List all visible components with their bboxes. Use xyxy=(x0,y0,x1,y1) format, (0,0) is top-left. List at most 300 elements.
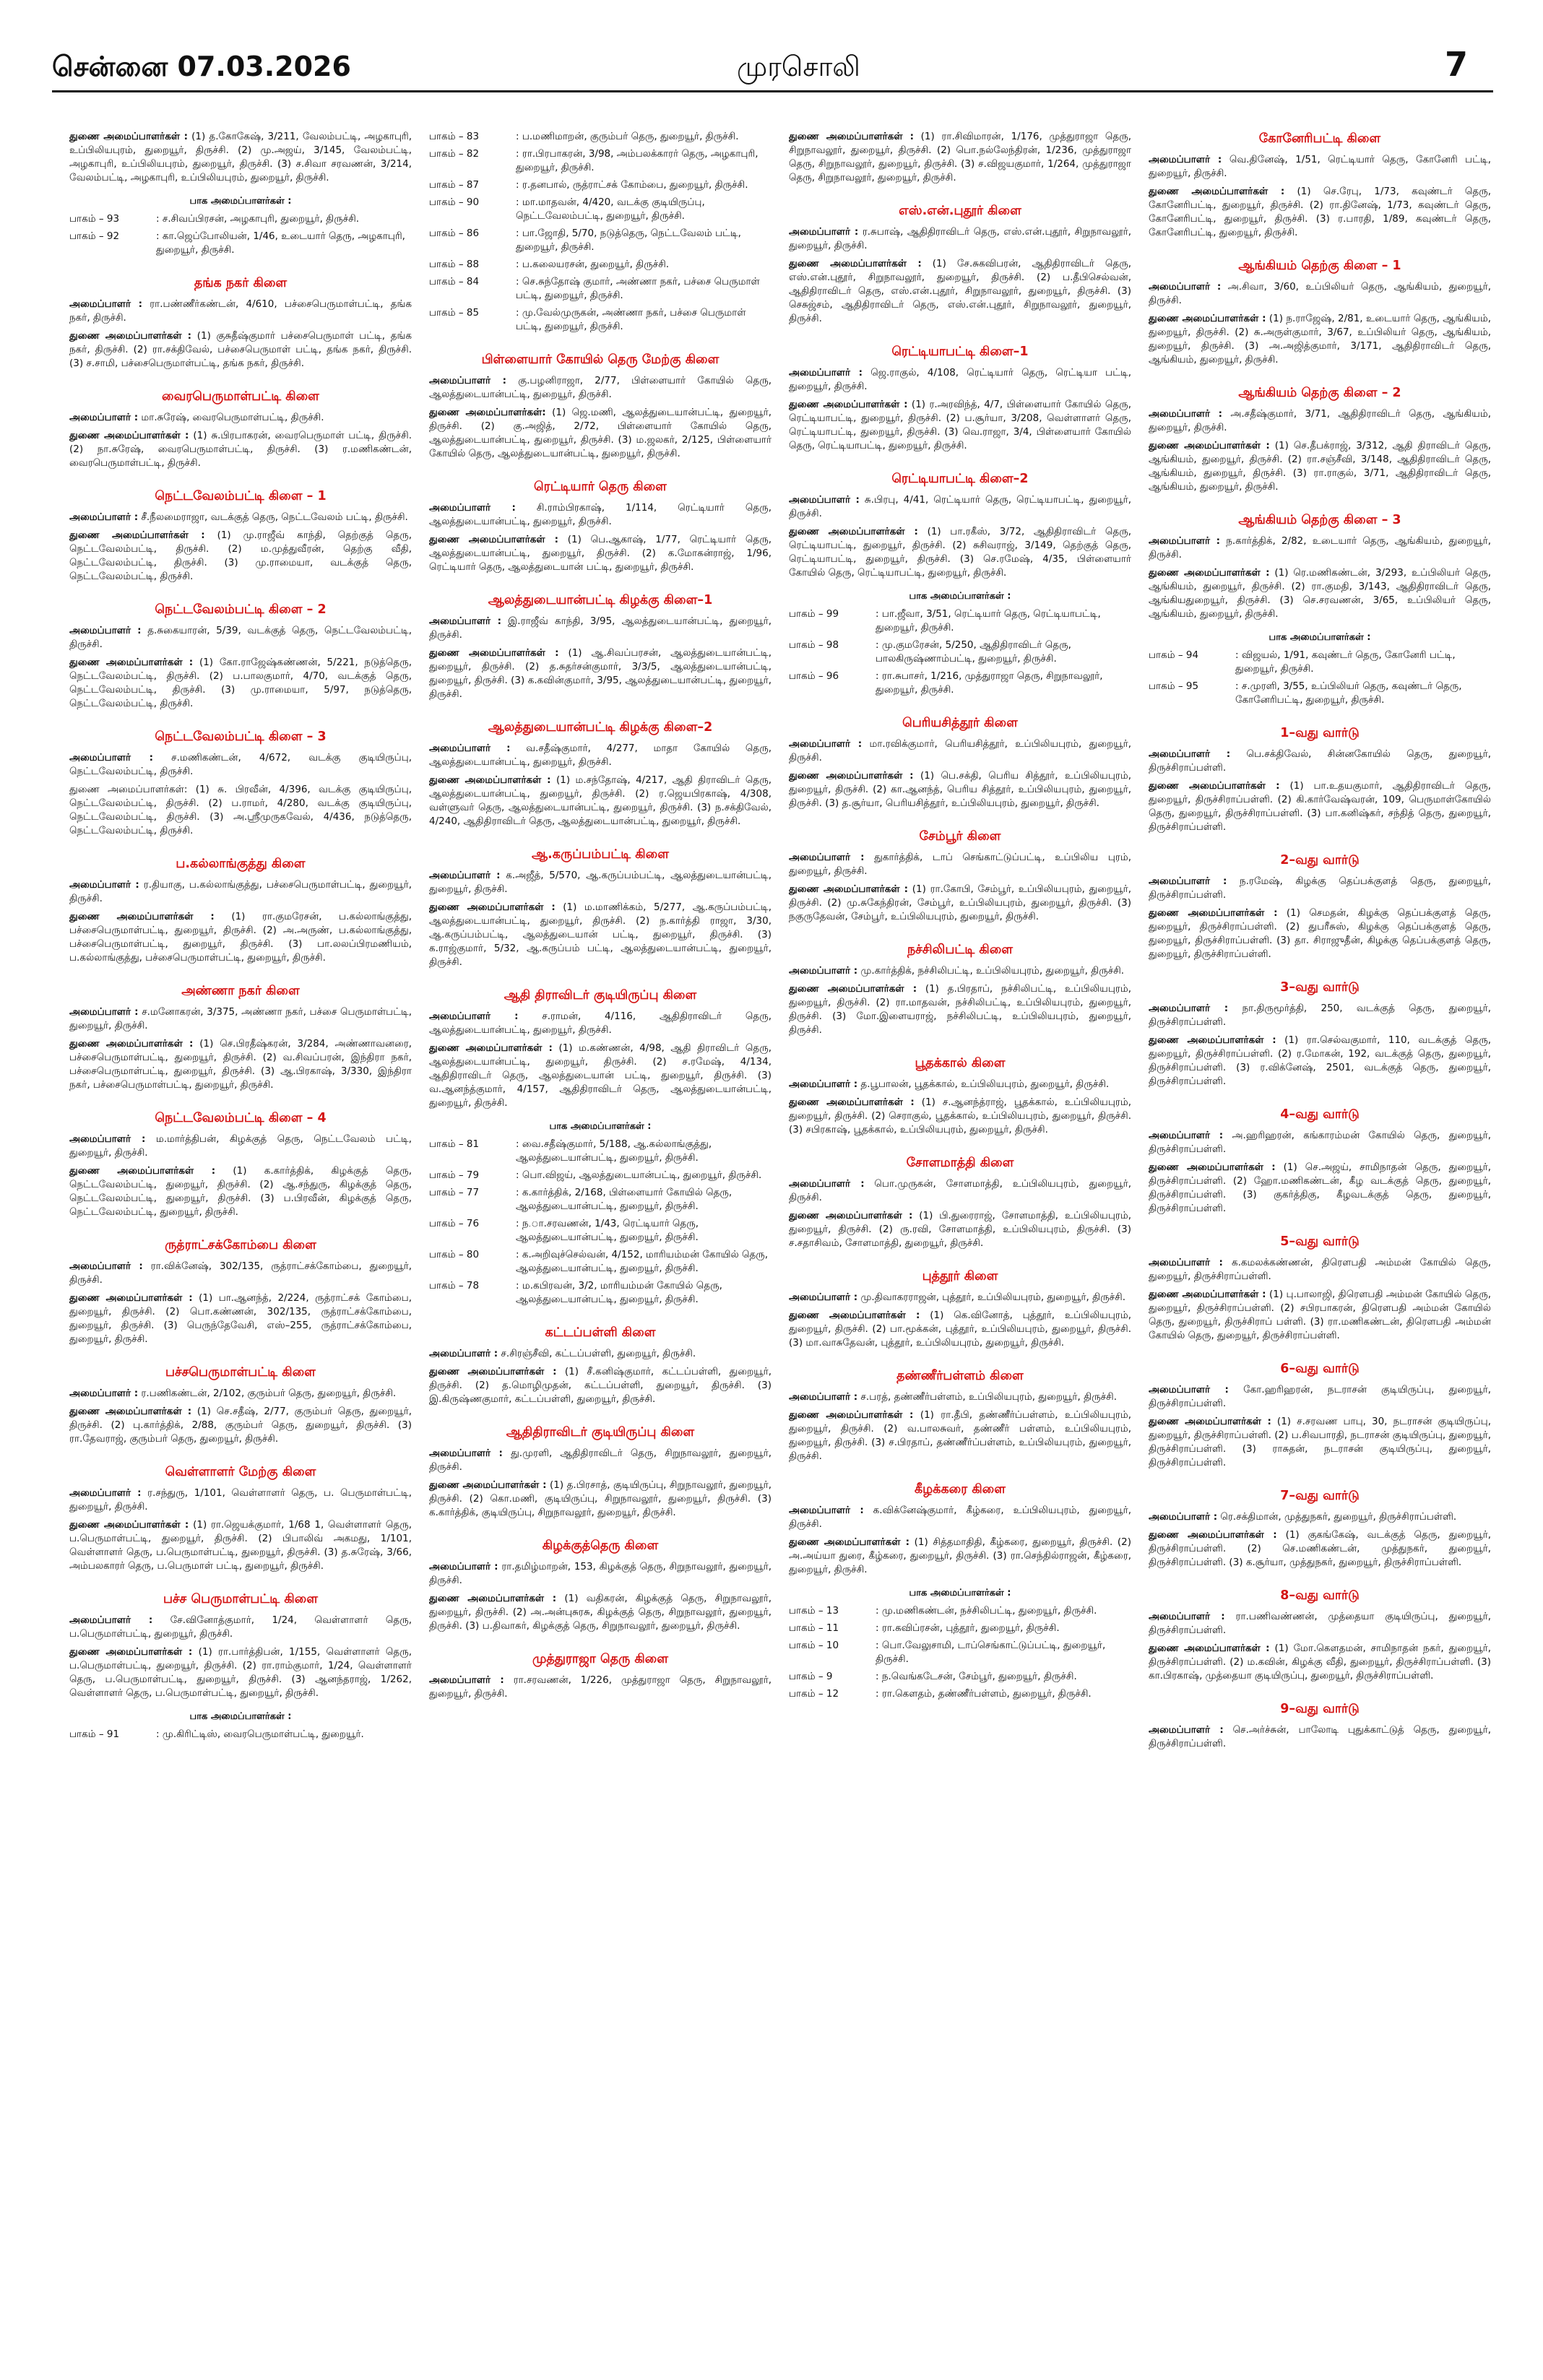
member-details: இ.ராஜீவ் காந்தி, 3/95, ஆலத்துடையான்பட்டி, துறையூர், திருச்சி. xyxy=(429,615,772,641)
column-1 xyxy=(69,130,412,2355)
member-details: (1) செ.பிரதீஷ்கரன், 3/284, அண்ணாவனரை, பச்சைபெருமாள்பட்டி, துறையூர், திருச்சி. (2) வ.சிவப்பரன், இந்திரா நகர், பச்சைபெருமாள்பட்டி, துறையூர், திருச்சி. (3) ஆ.பிரகாஷ், 3/330, இந்திரா நகர், பச்சைபெருமாள்பட்டி, துறையூர், திருச்சி. xyxy=(69,1038,412,1091)
role-label: அமைப்பாளர் : xyxy=(429,743,511,754)
booth-row xyxy=(429,1279,772,1307)
booth-number: பாகம் – 88 xyxy=(429,259,480,270)
section-heading: தங்க நகர் கிளை xyxy=(194,276,288,290)
role-label: துணை அமைப்பாளர்கள் : xyxy=(1149,1289,1266,1300)
role-label: அமைப்பாளர் : xyxy=(1149,1611,1225,1622)
role-label: துணை அமைப்பாளர்கள் : xyxy=(429,1042,553,1054)
member-entry xyxy=(789,398,1131,453)
booth-number: பாகம் – 84 xyxy=(429,276,480,287)
member-entry xyxy=(789,1209,1131,1250)
member-entry xyxy=(69,1260,412,1287)
booth-row xyxy=(789,607,1131,635)
section-heading: 8–வது வார்டு xyxy=(1280,1588,1360,1603)
role-label: அமைப்பாளர் : xyxy=(1149,154,1222,165)
role-label: துணை அமைப்பாளர்கள் : xyxy=(789,1310,920,1321)
role-label: அமைப்பாளர் : xyxy=(1149,1384,1229,1395)
booth-member: : பா.ஜீவா, 3/51, ரெட்டியார் தெரு, ரெட்டியாபட்டி, துறையூர், திருச்சி. xyxy=(876,608,1101,633)
member-details: ம.மார்த்திபன், கிழக்குத் தெரு, நெட்டவேலம் பட்டி, துறையூர், திருச்சி. xyxy=(69,1133,412,1159)
section-heading: அண்ணா நகர் கிளை xyxy=(181,984,300,998)
member-details: (1) செ.அஜய், சாமிநாதன் தெரு, துறையூர், திருச்சிராப்பள்ளி. (2) ஹோ.மணிகண்டன், கீழ வடக்குத் தெரு, துறையூர், திருச்சிராப்பள்ளி. (3) குகர்த்திகு, கீழவடக்குத் தெரு, துறையூர், திருச்சிராப்பள்ளி. xyxy=(1149,1161,1491,1214)
role-label: துணை அமைப்பாளர்கள் : xyxy=(69,529,205,541)
role-label: அமைப்பாளர் : xyxy=(789,226,859,238)
member-details: (1) மு.ராஜீவ் காந்தி, தெற்குத் தெரு, நெட்டவேலம்பட்டி, திருச்சி. (2) ம.முத்துவீரன், தெற்கு வீதி, நெட்டவேலம்பட்டி, திருச்சி. (3) மு.ராமையா, வடக்குத் தெரு, நெட்டவேலம்பட்டி, திருச்சி. xyxy=(69,529,412,582)
booth-row xyxy=(789,1639,1131,1666)
booth-member: : ச.சிவப்பிரசன், அழகாபுரி, துறையூர், திருச்சி. xyxy=(156,213,360,225)
member-details: (1) ரா.கோபி, சேம்பூர், உப்பிலியபுரம், துறையூர், திருச்சி. (2) மு.சுகேந்திரன், சேம்பூர், உப்பிலியபுரம், துறையூர், திருச்சி. (3) நகுருதேவன், சேம்பூர், உப்பிலியபுரம், துறையூர், திருச்சி. xyxy=(789,883,1131,922)
member-details: ரா.தமிழ்மாறன், 153, கிழக்குத் தெரு, சிறுநாவலூர், துறையூர், திருச்சி. xyxy=(429,1561,772,1586)
booth-member: : பா.ஜோதி, 5/70, நடுத்தெரு, நெட்டவேலம் பட்டி, துறையூர், திருச்சி. xyxy=(516,228,741,253)
role-label: அமைப்பாளர் : xyxy=(69,625,142,636)
booth-member: : பொ.வேலுசாமி, டாப்செங்காட்டுப்பட்டி, துறையூர், திருச்சி. xyxy=(876,1640,1106,1665)
member-entry xyxy=(1149,875,1491,902)
role-label: துணை அமைப்பாளர்கள் : xyxy=(1149,1161,1276,1173)
section-heading: ஆ.கருப்பம்பட்டி கிளை xyxy=(532,847,669,862)
member-entry xyxy=(1149,1510,1491,1524)
booth-row xyxy=(429,1248,772,1276)
member-entry xyxy=(69,1645,412,1700)
role-label: அமைப்பாளர் : xyxy=(429,502,516,514)
member-details: வ.சதீஷ்குமார், 4/277, மாதா கோயில் தெரு, ஆலத்துடையான்பட்டி, துறையூர், திருச்சி. xyxy=(429,743,772,768)
role-label: அமைப்பாளர் : xyxy=(1149,1257,1223,1268)
booth-row xyxy=(789,639,1131,666)
booth-number: பாகம் – 79 xyxy=(429,1169,480,1181)
section-heading: நச்சிலிபட்டி கிளை xyxy=(907,943,1013,957)
member-details: செ.அர்ச்சுன், பாலோடி புதுக்காட்டுத் தெரு, துறையூர், திருச்சிராப்பள்ளி. xyxy=(1149,1724,1491,1749)
role-label: துணை அமைப்பாளர்கள்: xyxy=(429,407,546,418)
member-entry xyxy=(1149,1723,1491,1751)
booth-number: பாகம் – 91 xyxy=(69,1728,120,1740)
booth-row xyxy=(429,1138,772,1165)
member-details: (1) செ.தீபக்ராஜ், 3/312, ஆதி திராவிடர் தெரு, ஆங்கியம், துறையூர், திருச்சி. (2) ரா.சஞ்சீவி, 3/148, ஆதிதிராவிடர் தெரு, ஆங்கியம், துறையூர், திருச்சி. (3) ரா.ராகுல், 3/71, ஆதிதிராவிடர் தெரு, ஆங்கியம், துறையூர், திருச்சி. xyxy=(1149,440,1491,493)
member-details: கு.பழனிராஜா, 2/77, பிள்ளையார் கோயில் தெரு, ஆலத்துடையான்பட்டி, துறையூர், திருச்சி. xyxy=(429,375,772,400)
member-entry xyxy=(429,615,772,642)
member-entry xyxy=(429,774,772,828)
role-label: அமைப்பாளர் : xyxy=(789,1178,865,1190)
booth-row xyxy=(429,1217,772,1245)
column-4 xyxy=(1149,130,1491,2355)
section-heading: சோளமாத்தி கிளை xyxy=(906,1156,1014,1170)
booth-number: பாகம் – 90 xyxy=(429,196,480,208)
booth-number: பாகம் – 80 xyxy=(429,1249,480,1260)
member-entry xyxy=(789,1504,1131,1531)
role-label: அமைப்பாளர் : xyxy=(69,752,153,763)
member-entry xyxy=(429,374,772,402)
booth-row xyxy=(429,258,772,272)
role-label: அமைப்பாளர் : xyxy=(429,1348,498,1359)
role-label: துணை அமைப்பாளர்கள் : xyxy=(69,430,189,441)
section-heading: 4–வது வார்டு xyxy=(1280,1107,1360,1122)
member-entry xyxy=(69,329,412,371)
booth-member: : ரா.கவிப்ரசன், புத்தூர், துறையூர், திருச்சி. xyxy=(876,1622,1060,1634)
booth-number: பாகம் – 82 xyxy=(429,148,480,160)
role-label: அமைப்பாளர் : xyxy=(1149,1511,1218,1523)
role-label: அமைப்பாளர் : xyxy=(789,1505,864,1516)
role-label: அமைப்பாளர் : xyxy=(1149,1724,1224,1736)
member-entry xyxy=(1149,153,1491,181)
member-entry xyxy=(1149,1256,1491,1284)
role-label: துணை அமைப்பாளர்கள் : xyxy=(789,1536,909,1548)
section-heading: ஆதி திராவிடர் குடியிருப்பு கிளை xyxy=(503,988,697,1003)
member-details: துணை அமைப்பாளர்கள்: (1) சு. பிரவீன், 4/396, வடக்கு குடியிருப்பு, நெட்டவேலம்பட்டி, திருச்சி. (2) ப.ராமர், 4/280, வடக்கு குடியிருப்பு, நெட்டவேலம்பட்டி, திருச்சி. (3) அ.ஸ்ரீமுருகவேல், 4/436, நடுத்தெரு, நெட்டவேலம்பட்டி, திருச்சி. xyxy=(69,784,412,836)
member-details: (1) ரா.குமரேசன், ப.கல்லாங்குத்து, பச்சைபெருமாள்பட்டி, துறையூர், திருச்சி. (2) அ.அருண், ப.கல்லாங்குத்து, பச்சைபெருமாள்பட்டி, துறையூர், திருச்சி. (3) பா.லலப்பிரமணியம், ப.கல்லாங்குத்து, பச்சைபெருமாள்பட்டி, துறையூர், திருச்சி. xyxy=(69,911,412,964)
member-details: சி.ராம்பிரகாஷ், 1/114, ரெட்டியார் தெரு, ஆலத்துடையான்பட்டி, துறையூர், திருச்சி. xyxy=(429,502,772,527)
member-details: அ.ஹரிஹரன், கங்காரம்மன் கோயில் தெரு, துறையூர், திருச்சிராப்பள்ளி. xyxy=(1149,1130,1491,1155)
section-heading: 5–வது வார்டு xyxy=(1280,1234,1360,1249)
booth-row xyxy=(789,670,1131,697)
member-details: (1) சித்தமாதிதி, கீழ்கரை, துறையூர், திருச்சி. (2) அ.அய்யா துரை, கீழ்கரை, துறையூர், திருச்சி. (3) ரா.செந்தில்ராஜன், கீழ்கரை, துறையூர், திருச்சி. xyxy=(789,1536,1131,1575)
booth-member: : கா.ஜெப்போலியன், 1/46, உடையார் தெரு, அழகாபுரி, துறையூர், திருச்சி. xyxy=(156,230,405,256)
section-heading: ருத்ராட்சக்கோம்பை கிளை xyxy=(165,1238,316,1252)
booth-row xyxy=(69,230,412,257)
booth-row xyxy=(429,130,772,144)
member-details: (1) ரா.சிவிமாரன், 1/176, முத்துராஜா தெரு, சிறுநாவலூர், துறையூர், திருச்சி. (2) பொ.நல்லேந்திரன், 1/236, முத்துராஜா தெரு, சிறுநாவலூர், துறையூர், திருச்சி. (3) ச.விஜயகுமார், 1/264, முத்துராஜா தெரு, சிறுநாவலூர், துறையூர், திருச்சி. xyxy=(789,131,1131,183)
booth-member: : வை.சதீஷ்குமார், 5/188, ஆ.கல்லாங்குத்து, ஆலத்துடையான்பட்டி, துறையூர், திருச்சி. xyxy=(516,1138,712,1164)
member-details: த.சுகையாரன், 5/39, வடக்குத் தெரு, நெட்டவேலம்பட்டி, திருச்சி. xyxy=(69,625,412,650)
member-entry xyxy=(1149,906,1491,961)
member-details: (1) சே.சுகவிபரன், ஆதிதிராவிடர் தெரு, எஸ்.என்.புதூர், சிறுநாவலூர், துறையூர், திருச்சி. (2) ப.தீபிசெல்வன், ஆதிதிராவிடர் தெரு, எஸ்.என்.புதூர், சிறுநாவலூர், துறையூர், திருச்சி. (3) செசுஜ்சம், ஆதிதிராவிடர் தெரு, எஸ்.என்.புதூர், சிறுநாவலூர், துறையூர், திருச்சி. xyxy=(789,258,1131,324)
member-details: ர.சந்துரு, 1/101, வெள்ளாளர் தெரு, ப. பெருமாள்பட்டி, துறையூர், திருச்சி. xyxy=(69,1487,412,1513)
section-heading: நெட்டவேலம்பட்டி கிளை – 4 xyxy=(155,1111,327,1125)
member-entry xyxy=(789,225,1131,253)
section-heading: 9–வது வார்டு xyxy=(1280,1702,1360,1716)
booth-member: : மு.மணிகண்டன், நச்சிலிபட்டி, துறையூர், திருச்சி. xyxy=(876,1605,1097,1617)
section-heading: புத்தூர் கிளை xyxy=(922,1269,998,1284)
booth-number: பாகம் – 94 xyxy=(1149,649,1199,661)
member-entry xyxy=(69,1405,412,1446)
section-heading: 2–வது வார்டு xyxy=(1280,853,1360,867)
role-label: அமைப்பாளர் : xyxy=(69,1487,142,1499)
member-entry xyxy=(789,769,1131,810)
booth-member: : ந.வெங்கடேசன், சேம்பூர், துறையூர், திருச்சி. xyxy=(876,1671,1077,1682)
role-label: அமைப்பாளர் : xyxy=(429,1561,498,1572)
booth-member: : மா.மாதவன், 4/420, வடக்கு குடியிருப்பு, நெட்டவேலம்பட்டி, துறையூர், திருச்சி. xyxy=(516,196,705,222)
booth-number: பாகம் – 10 xyxy=(789,1640,839,1651)
role-label: துணை அமைப்பாளர்கள் : xyxy=(69,1292,193,1304)
booth-number: பாகம் – 96 xyxy=(789,670,839,682)
member-details: (1) சீ.கனிஷ்குமார், கட்டப்பள்ளி, துறையூர், திருச்சி. (2) த.மொழிமுதன், கட்டப்பள்ளி, துறையூர், திருச்சி. (3) இ.கிருஷ்ணகுமார், கட்டப்பள்ளி, துறையூர், திருச்சி. xyxy=(429,1366,772,1405)
member-entry xyxy=(1149,407,1491,435)
subheading: பாக அமைப்பாளர்கள் : xyxy=(189,1711,292,1722)
section-heading: நெட்டவேலம்பட்டி கிளை – 1 xyxy=(155,489,327,503)
role-label: துணை அமைப்பாளர்கள் : xyxy=(429,647,559,659)
section-heading: முத்துராஜா தெரு கிளை xyxy=(532,1652,669,1666)
member-entry xyxy=(1149,185,1491,240)
member-details: துகார்த்திக், டாப் செங்காட்டுப்பட்டி, உப்பிலிய புரம், துறையூர், திருச்சி. xyxy=(789,852,1131,877)
member-details: (1) த.கோகேஷ், 3/211, வேலம்பட்டி, அழகாபுரி, உப்பிலியபுரம், துறையூர், திருச்சி. (2) மு.அஜய், 3/145, வேலம்பட்டி, அழகாபுரி, உப்பிலியபுரம், துறையூர், திருச்சி. (3) ச.சிவா சரவணன், 3/214, வேலம்பட்டி, அழகாபுரி, உப்பிலியபுரம், துறையூர், திருச்சி. xyxy=(69,131,412,183)
member-details: (1) ஆ.சிவப்பரசன், ஆலத்துடையான்பட்டி, துறையூர், திருச்சி. (2) த.சுதர்சன்குமார், 3/3/5, ஆலத்துடையான்பட்டி, துறையூர், திருச்சி. (3) க.கவின்குமார், 3/95, ஆலத்துடையான்பட்டி, துறையூர், திருச்சி. xyxy=(429,647,772,700)
role-label: அமைப்பாளர் : xyxy=(429,375,507,386)
member-entry xyxy=(69,624,412,652)
section-heading: வெள்ளாளர் மேற்கு கிளை xyxy=(165,1465,316,1479)
member-details: க.அஜீத், 5/570, ஆ.கருப்பம்பட்டி, ஆலத்துடையான்பட்டி, துறையூர், திருச்சி. xyxy=(429,870,772,895)
role-label: அமைப்பாளர் : xyxy=(789,738,863,750)
section-heading: கட்டப்பள்ளி கிளை xyxy=(545,1325,656,1340)
member-entry xyxy=(789,737,1131,765)
role-label: துணை அமைப்பாளர்கள் : xyxy=(1149,1034,1276,1046)
member-entry xyxy=(789,1536,1131,1577)
member-details: (1) செ.ரேபு, 1/73, கவுண்டர் தெரு, கோனேரிபட்டி, துறையூர், திருச்சி. (2) ரா.தினேஷ், 1/73, கவுண்டர் தெரு, கோனேரிபட்டி, துறையூர், திருச்சி. (3) ர.பாரதி, 1/89, கவுண்டர் தெரு, கோனேரிபட்டி, துறையூர், திருச்சி. xyxy=(1149,186,1491,238)
member-entry xyxy=(1149,1129,1491,1156)
section-heading: ஆங்கியம் தெற்கு கிளை – 2 xyxy=(1238,386,1401,400)
role-label: அமைப்பாளர் : xyxy=(1149,1003,1229,1014)
subheading: பாக அமைப்பாளர்கள் : xyxy=(1268,632,1371,643)
member-details: (1) கோ.ராஜேஷ்கண்ணன், 5/221, நடுத்தெரு, நெட்டவேலம்பட்டி, திருச்சி. (2) ப.பாலகுமார், 4/70, வடக்குத் தெரு, நெட்டவேலம்பட்டி, திருச்சி. (3) மு.ராமையா, 5/97, நடுத்தெரு, நெட்டவேலம்பட்டி, திருச்சி. xyxy=(69,657,412,709)
member-entry xyxy=(1149,1288,1491,1343)
member-entry xyxy=(789,883,1131,924)
member-entry xyxy=(69,1037,412,1092)
role-label: அமைப்பாளர் : xyxy=(1149,875,1227,887)
booth-row xyxy=(429,196,772,223)
section-heading: கிழக்குத்தெரு கிளை xyxy=(542,1539,659,1553)
role-label: துணை அமைப்பாளர்கள் : xyxy=(789,399,908,410)
role-label: துணை அமைப்பாளர்கள் : xyxy=(789,1096,915,1108)
member-details: (1) சு.பிரபாகரன், வைரபெருமாள் பட்டி, திருச்சி. (2) நா.சுரேஷ், வைரபெருமாள்பட்டி, திருச்சி. (3) ர.மணிகண்டன், வைரபெருமாள்பட்டி, திருச்சி. xyxy=(69,430,412,469)
column-2 xyxy=(429,130,772,2355)
member-details: ரா.விக்னேஷ், 302/135, ருத்ராட்சக்கோம்பை, துறையூர், திருச்சி. xyxy=(69,1260,412,1286)
role-label: அமைப்பாளர் : xyxy=(429,1011,519,1022)
member-details: க.விக்னேஷ்குமார், கீழ்கரை, உப்பிலியபுரம், துறையூர், திருச்சி. xyxy=(789,1505,1131,1530)
role-label: துணை அமைப்பாளர்கள் : xyxy=(69,1519,189,1531)
role-label: துணை அமைப்பாளர்கள் : xyxy=(1149,780,1280,792)
member-entry xyxy=(789,1096,1131,1137)
member-entry xyxy=(69,511,412,524)
member-entry xyxy=(789,964,1131,978)
member-details: ர.பணிகண்டன், 2/102, குரும்பர் தெரு, துறையூர், திருச்சி. xyxy=(141,1388,397,1399)
member-details: (1) ரா.செல்வகுமார், 110, வடக்குத் தெரு, துறையூர், திருச்சிராப்பள்ளி. (2) ர.மோகன், 192, வடக்குத் தெரு, துறையூர், திருச்சிராப்பள்ளி. (3) ர.விக்னேஷ், 2501, வடக்குத் தெரு, துறையூர், திருச்சிராப்பள்ளி. xyxy=(1149,1034,1491,1087)
member-entry xyxy=(1149,566,1491,621)
role-label: துணை அமைப்பாளர்கள் : xyxy=(1149,567,1270,579)
member-details: ரா.சரவணன், 1/226, முத்துராஜா தெரு, சிறுநாவலூர், துறையூர், திருச்சி. xyxy=(429,1674,772,1700)
member-entry xyxy=(69,1164,412,1219)
section-heading: ஆதிதிராவிடர் குடியிருப்பு கிளை xyxy=(506,1425,695,1440)
section-heading: நெட்டவேலம்பட்டி கிளை – 2 xyxy=(155,602,327,617)
member-entry xyxy=(1149,439,1491,494)
role-label: துணை அமைப்பாளர்கள் : xyxy=(69,1406,192,1417)
booth-row xyxy=(789,1604,1131,1618)
section-heading: நெட்டவேலம்பட்டி கிளை – 3 xyxy=(155,730,327,744)
member-details: (1) செ.சதீஷ், 2/77, குரும்பர் தெரு, துறையூர், திருச்சி. (2) பு.கார்த்திக், 2/88, குரும்பர் தெரு, துறையூர், திருச்சி. (3) ரா.தேவராஜ், குரும்பர் தெரு, துறையூர், திருச்சி. xyxy=(69,1406,412,1445)
member-details: (1) பா.ஆனந்த், 2/224, ருத்ராட்சக் கோம்பை, துறையூர், திருச்சி. (2) பொ.கண்ணன், 302/135, ருத்ராட்சக்கோம்பை, துறையூர், திருச்சி. (3) பெருந்தேவேசி, எஸ்–255, ருத்ராட்சக்கோம்பை, துறையூர், திருச்சி. xyxy=(69,1292,412,1345)
member-entry xyxy=(789,525,1131,580)
section-heading: 3–வது வார்டு xyxy=(1280,980,1360,995)
member-details: (1) த.பிரதாப், நச்சிலிபட்டி, உப்பிலியபுரம், துறையூர், திருச்சி. (2) ரா.மாதவன், நச்சிலிபட்டி, உப்பிலியபுரம், துறையூர், திருச்சி. (3) மோ.இளையராஜ், நச்சிலிபட்டி, உப்பிலியபுரம், துறையூர், திருச்சி. xyxy=(789,983,1131,1036)
member-details: (1) ரா.ஜெயக்குமார், 1/68 1, வெள்ளாளர் தெரு, ப.பெருமாள்பட்டி, துறையூர், திருச்சி. (2) பிபாலிவ் அகமது, 1/101, வெள்ளாளர் தெரு, ப.பெருமாள்பட்டி, துறையூர், திருச்சி. (3) த.சுரேஷ், 3/66, அம்பலகாரர் தெரு, ப.பெருமாள் பட்டி, துறையூர், திருச்சி. xyxy=(69,1519,412,1572)
member-details: ந.கார்த்திக், 2/82, உடையார் தெரு, ஆங்கியம், துறையூர், திருச்சி. xyxy=(1149,535,1491,561)
role-label: அமைப்பாளர் : xyxy=(1149,408,1223,420)
role-label: துணை அமைப்பாளர்கள் : xyxy=(1149,1643,1270,1654)
member-details: (1) ச.சரவண பாபு, 30, நடராசன் குடியிருப்பு, துறையூர், திருச்சிராப்பள்ளி. (2) ப.சிவபாரதி, நடராசன் குடியிருப்பு, துறையூர், திருச்சிராப்பள்ளி. (3) ராசுதன், நடராசன் குடியிருப்பு, துறையூர், திருச்சிராப்பள்ளி. xyxy=(1149,1416,1491,1468)
booth-member: : க.கார்த்திக், 2/168, பிள்ளையார் கோயில் தெரு, ஆலத்துடையான்பட்டி, துறையூர், திருச்சி. xyxy=(516,1187,732,1212)
member-details: (1) கெ.வினோத், புத்தூர், உப்பிலியபுரம், துறையூர், திருச்சி. (2) பா.மூக்கன், புத்தூர், உப்பிலியபுரம், துறையூர், திருச்சி. (3) மா.வாசுதேவன், புத்தூர், உப்பிலியபுரம், துறையூர், திருச்சி. xyxy=(789,1310,1131,1349)
member-details: (1) ரா.பார்த்திபன், 1/155, வெள்ளாளர் தெரு, ப.பெருமாள்பட்டி, துறையூர், திருச்சி. (2) ரா.ராம்குமார், 1/24, வெள்ளாளர் தெரு, ப.பெருமாள்பட்டி, துறையூர், திருச்சி. (3) ஆனந்தராஜ், 1/262, வெள்ளாளர் தெரு, ப.பெருமாள்பட்டி, துறையூர், திருச்சி. xyxy=(69,1646,412,1699)
member-details: மு.திவாகரராஜன், புத்தூர், உப்பிலியபுரம், துறையூர், திருச்சி. xyxy=(860,1291,1126,1303)
member-details: ந.ரமேஷ், கிழக்கு தெப்பக்குளத் தெரு, துறையூர், திருச்சிராப்பள்ளி. xyxy=(1149,875,1491,901)
booth-row xyxy=(429,227,772,254)
article-columns xyxy=(69,130,1491,2355)
member-entry xyxy=(69,878,412,906)
role-label: அமைப்பாளர் : xyxy=(429,1674,504,1686)
subheading: பாக அமைப்பாளர்கள் : xyxy=(909,1588,1011,1598)
masthead xyxy=(0,0,1543,84)
role-label: துணை அமைப்பாளர்கள் : xyxy=(789,883,909,895)
member-details: (1) ச.ஆனந்த்ராஜ், பூதக்கால், உப்பிலியபுரம், துறையூர், திருச்சி. (2) செராகுல், பூதக்கால், உப்பிலியபுரம், துறையூர், திருச்சி. (3) சபிரகாஷ், பூதக்கால், உப்பிலியபுரம், துறையூர், திருச்சி. xyxy=(789,1096,1131,1135)
section-heading: ரெட்டியாபட்டி கிளை–2 xyxy=(891,472,1029,486)
role-label: அமைப்பாளர் : xyxy=(69,1614,153,1626)
role-label: அமைப்பாளர் : xyxy=(69,1133,146,1145)
column-3 xyxy=(789,130,1131,2355)
role-label: அமைப்பாளர் : xyxy=(429,615,501,627)
section-heading: 6–வது வார்டு xyxy=(1280,1362,1360,1376)
role-label: துணை அமைப்பாளர்கள் : xyxy=(69,1165,216,1177)
member-entry xyxy=(1149,535,1491,562)
section-heading: ஆங்கியம் தெற்கு கிளை – 1 xyxy=(1238,259,1401,273)
member-entry xyxy=(69,1614,412,1641)
section-heading: பூதக்கால் கிளை xyxy=(915,1056,1006,1070)
member-details: ச.மனோகரன், 3/375, அண்ணா நகர், பச்சை பெருமாள்பட்டி, துறையூர், திருச்சி. xyxy=(69,1006,412,1031)
member-entry xyxy=(429,406,772,461)
masthead-rule xyxy=(52,90,1493,92)
booth-member: : ப.கலையரசன், துறையூர், திருச்சி. xyxy=(516,259,670,270)
role-label: துணை அமைப்பாளர்கள் : xyxy=(69,657,194,668)
member-entry xyxy=(1149,312,1491,367)
member-entry xyxy=(69,1291,412,1346)
section-heading: ரெட்டியாபட்டி கிளை–1 xyxy=(891,345,1029,359)
member-entry xyxy=(69,910,412,965)
member-entry xyxy=(69,411,412,425)
member-details: ஜெ.ராகுல், 4/108, ரெட்டியார் தெரு, ரெட்டியா பட்டி, துறையூர், திருச்சி. xyxy=(789,367,1131,392)
booth-row xyxy=(429,306,772,334)
role-label: துணை அமைப்பாளர்கள் : xyxy=(789,526,918,537)
role-label: துணை அமைப்பாளர்கள் : xyxy=(69,911,215,922)
member-details: அ.சிவா, 3/60, உப்பிலியர் தெரு, ஆங்கியம், துறையூர், திருச்சி. xyxy=(1149,281,1491,306)
member-entry xyxy=(789,1291,1131,1304)
role-label: துணை அமைப்பாளர்கள் : xyxy=(429,774,551,786)
member-details: ச.ராமன், 4/116, ஆதிதிராவிடர் தெரு, ஆலத்துடையான்பட்டி, துறையூர், திருச்சி. xyxy=(429,1011,772,1036)
role-label: துணை அமைப்பாளர்கள் : xyxy=(429,1479,547,1491)
member-details: ச.சிரஞ்சீவி, கட்டப்பள்ளி, துறையூர், திருச்சி. xyxy=(501,1348,696,1359)
section-heading: 1–வது வார்டு xyxy=(1280,726,1360,740)
role-label: துணை அமைப்பாளர்கள் : xyxy=(429,534,559,545)
member-entry xyxy=(1149,1610,1491,1637)
member-details: (1) குசுதீஷ்குமார் பச்சைபெருமாள் பட்டி, தங்க நகர், திருச்சி. (2) ரா.சக்திவேல், பச்சைபெருமாள் பட்டி, தங்க நகர், திருச்சி. (3) ச.சாமி, பச்சைபெருமாள்பட்டி, தங்க நகர், திருச்சி. xyxy=(69,330,412,369)
member-details: ரா.பண்ணீர்கண்டன், 4/610, பச்சைபெருமாள்பட்டி, தங்க நகர், திருச்சி. xyxy=(69,298,412,324)
booth-member: : ரா.சுபாசர், 1/216, முத்துராஜா தெரு, சிறுநாவலூர், துறையூர், திருச்சி. xyxy=(876,670,1103,696)
booth-number: பாகம் – 98 xyxy=(789,639,839,651)
member-details: க.கமலக்கண்ணன், திரௌபதி அம்மன் கோயில் தெரு, துறையூர், திருச்சிராப்பள்ளி. xyxy=(1149,1257,1491,1282)
member-entry xyxy=(429,1010,772,1037)
booth-row xyxy=(69,212,412,226)
booth-row xyxy=(429,1186,772,1213)
role-label: அமைப்பாளர் : xyxy=(1149,748,1231,760)
role-label: துணை அமைப்பாளர்கள் : xyxy=(429,901,556,913)
member-entry xyxy=(429,533,772,574)
member-entry xyxy=(69,1518,412,1573)
member-entry xyxy=(1149,779,1491,834)
member-entry xyxy=(69,429,412,470)
booth-row xyxy=(69,1728,412,1741)
role-label: அமைப்பாளர் : xyxy=(789,1291,858,1303)
section-heading: பெரியசித்தூர் கிளை xyxy=(902,716,1018,730)
booth-row xyxy=(789,1622,1131,1635)
booth-row xyxy=(789,1670,1131,1684)
member-entry xyxy=(69,783,412,838)
member-entry xyxy=(69,1487,412,1514)
member-details: (1) செமதன், கிழக்கு தெப்பக்குளத் தெரு, துறையூர், திருச்சிராப்பள்ளி. (2) துபரீசுஸ், கிழக்கு தெப்பக்குளத் தெரு, துறையூர், திருச்சிராப்பள்ளி. (3) தா. சிராஜுதீன், கிழக்கு தெப்பக்குளத் தெரு, துறையூர், திருச்சிராப்பள்ளி. xyxy=(1149,907,1491,960)
role-label: அமைப்பாளர் : xyxy=(1149,535,1221,547)
role-label: அமைப்பாளர் : xyxy=(1149,281,1222,293)
member-details: (1) ஜெ.மணி, ஆலத்துடையான்பட்டி, துறையூர், திருச்சி. (2) கு.அஜித், 2/72, பிள்ளையார் கோயில் தெரு, ஆலத்துடையான்பட்டி, துறையூர், திருச்சி. (3) ம.ஜலகர், 2/125, பிள்ளையார் கோயில் தெரு, ஆலத்துடையான்பட்டி, துறையூர், திருச்சி. xyxy=(429,407,772,459)
role-label: அமைப்பாளர் : xyxy=(1149,1130,1224,1141)
member-entry xyxy=(789,130,1131,185)
booth-number: பாகம் – 76 xyxy=(429,1218,480,1229)
member-entry xyxy=(69,130,412,185)
booth-number: பாகம் – 77 xyxy=(429,1187,480,1198)
member-entry xyxy=(789,851,1131,878)
role-label: அமைப்பாளர் : xyxy=(69,298,143,310)
member-entry xyxy=(69,1005,412,1033)
role-label: அமைப்பாளர் : xyxy=(429,870,501,881)
page-number: 7 xyxy=(1445,45,1469,84)
member-entry xyxy=(69,656,412,711)
member-details: (1) த.பிரசாத், குடியிருப்பு, சிறுநாவலூர், துறையூர், திருச்சி. (2) கொ.மணி, குடியிருப்பு, சிறுநாவலூர், துறையூர், திருச்சி. (3) க.கார்த்திக், குடியிருப்பு, சிறுநாவலூர், துறையூர், திருச்சி. xyxy=(429,1479,772,1518)
member-details: கோ.ஹரிஹரன், நடராசன் குடியிருப்பு, துறையூர், திருச்சிராப்பள்ளி. xyxy=(1149,1384,1491,1409)
member-details: ர.சுபாஷ், ஆதிதிராவிடர் தெரு, எஸ்.என்.புதூர், சிறுநாவலூர், துறையூர், திருச்சி. xyxy=(789,226,1131,251)
subheading: பாக அமைப்பாளர்கள் : xyxy=(549,1121,652,1132)
member-details: (1) ரா.தீபி, தண்ணீர்ப்பள்ளம், உப்பிலியபுரம், துறையூர், திருச்சி. (2) வ.பாலசுவர், தண்ணீர் பள்ளம், உப்பிலியபுரம், துறையூர், திருச்சி. (3) ச.பிரதாப், தண்ணீர்ப்பள்ளம், உப்பிலியபுரம், துறையூர், திருச்சி. xyxy=(789,1409,1131,1462)
booth-member: : விஜயல், 1/91, கவுண்டர் தெரு, கோனேரி பட்டி, துறையூர், திருச்சி. xyxy=(1235,649,1456,675)
member-entry xyxy=(1149,1528,1491,1570)
role-label: அமைப்பாளர் : xyxy=(789,494,860,506)
member-entry xyxy=(69,298,412,325)
role-label: துணை அமைப்பாளர்கள் : xyxy=(429,1366,557,1377)
member-entry xyxy=(429,1347,772,1361)
role-label: துணை அமைப்பாளர்கள் : xyxy=(69,330,192,342)
member-entry xyxy=(429,869,772,896)
member-details: ச.மணிகண்டன், 4/672, வடக்கு குடியிருப்பு, நெட்டவேலம்பட்டி, திருச்சி. xyxy=(69,752,412,777)
role-label: அமைப்பாளர் : xyxy=(69,1388,139,1399)
booth-row xyxy=(1149,649,1491,676)
booth-number: பாகம் – 81 xyxy=(429,1138,480,1150)
booth-row xyxy=(429,178,772,192)
member-entry xyxy=(429,1365,772,1406)
role-label: துணை அமைப்பாளர்கள் : xyxy=(789,770,914,782)
member-details: ர.தியாகு, ப.கல்லாங்குத்து, பச்சைபெருமாள்பட்டி, துறையூர், திருச்சி. xyxy=(69,879,412,904)
edition-date: சென்னை 07.03.2026 xyxy=(52,51,351,82)
section-heading: கோனேரிபட்டி கிளை xyxy=(1258,131,1381,146)
member-entry xyxy=(429,1042,772,1110)
section-heading: கீழக்கரை கிளை xyxy=(914,1482,1006,1497)
member-details: மு.கார்த்திக், நச்சிலிபட்டி, உப்பிலியபுரம், துறையூர், திருச்சி. xyxy=(860,965,1125,977)
role-label: துணை அமைப்பாளர்கள் : xyxy=(1149,907,1278,919)
role-label: அமைப்பாளர் : xyxy=(789,965,858,977)
role-label: துணை அமைப்பாளர்கள் : xyxy=(789,258,922,269)
section-heading: எஸ்.என்.புதூர் கிளை xyxy=(899,204,1021,218)
booth-member: : ச.முரளி, 3/55, உப்பிலியர் தெரு, கவுண்டர் தெரு, கோனேரிபட்டி, துறையூர், திருச்சி. xyxy=(1235,680,1462,706)
role-label: துணை அமைப்பாளர்கள் : xyxy=(789,1210,913,1221)
booth-row xyxy=(429,1169,772,1182)
member-entry xyxy=(429,1479,772,1520)
booth-number: பாகம் – 92 xyxy=(69,230,120,242)
member-entry xyxy=(1149,1642,1491,1683)
member-details: (1) பெ.சக்தி, பெரிய சித்தூர், உப்பிலியபுரம், துறையூர், திருச்சி. (2) கா.ஆனந்த், பெரிய சித்தூர், உப்பிலியபுரம், துறையூர், திருச்சி. (3) த.சூர்யா, பெரியசித்தூர், உப்பிலியபுரம், துறையூர், திருச்சி. xyxy=(789,770,1131,809)
booth-member: : மு.குமரேசன், 5/250, ஆதிதிராவிடர் தெரு, பாலகிருஷ்ணாம்பட்டி, துறையூர், திருச்சி. xyxy=(876,639,1071,665)
role-label: துணை அமைப்பாளர்கள் : xyxy=(1149,313,1266,324)
member-entry xyxy=(429,1592,772,1633)
role-label: அமைப்பாளர் : xyxy=(69,511,139,523)
member-entry xyxy=(1149,748,1491,775)
